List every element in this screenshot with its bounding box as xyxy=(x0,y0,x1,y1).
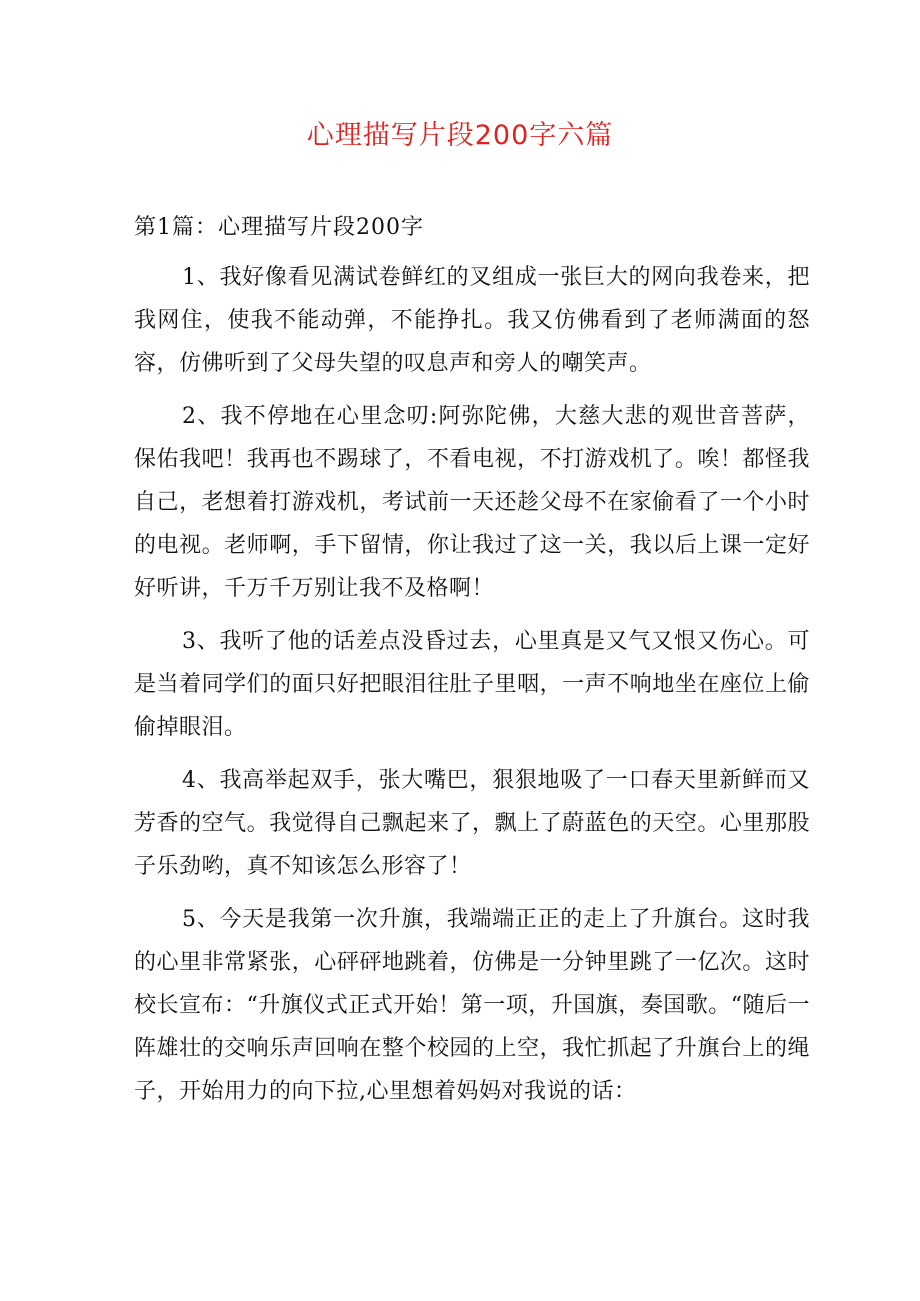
paragraph-2: 2、我不停地在心里念叨:阿弥陀佛，大慈大悲的观世音菩萨，保佑我吧！我再也不踢球了，不看电视，不打游戏机了。唉！都怪我自己，老想着打游戏机，考试前一天还趁父母不在家偷看了一个小时的电视。老师啊，手下留情，你让我过了这一关，我以后上课一定好好听讲，千万千万别让我不及格啊！ xyxy=(134,404,810,601)
document-body xyxy=(134,256,810,1123)
paragraph-3: 3、我听了他的话差点没昏过去，心里真是又气又恨又伤心。可是当着同学们的面只好把眼泪往肚子里咽，一声不响地坐在座位上偷偷掉眼泪。 xyxy=(134,629,810,740)
section-heading: 第1篇：心理描写片段200字 xyxy=(134,215,424,240)
paragraph-5: 5、今天是我第一次升旗，我端端正正的走上了升旗台。这时我的心里非常紧张，心砰砰地跳着，仿佛是一分钟里跳了一亿次。这时校长宣布：“升旗仪式正式开始！第一项，升国旗，奏国歌。“随后一阵雄壮的交响乐声回响在整个校园的上空，我忙抓起了升旗台上的绳子，开始用力的向下拉,心里想着妈妈对我说的话： xyxy=(134,907,810,1104)
paragraph-1: 1、我好像看见满试卷鲜红的叉组成一张巨大的网向我卷来，把我网住，使我不能动弹，不能挣扎。我又仿佛看到了老师满面的怒容，仿佛听到了父母失望的叹息声和旁人的嘲笑声。 xyxy=(134,265,810,376)
paragraph-4: 4、我高举起双手，张大嘴巴，狠狠地吸了一口春天里新鲜而又芳香的空气。我觉得自己飘起来了，飘上了蔚蓝色的天空。心里那股子乐劲哟，真不知该怎么形容了！ xyxy=(134,768,810,879)
document-title: 心理描写片段200字六篇 xyxy=(306,120,614,151)
